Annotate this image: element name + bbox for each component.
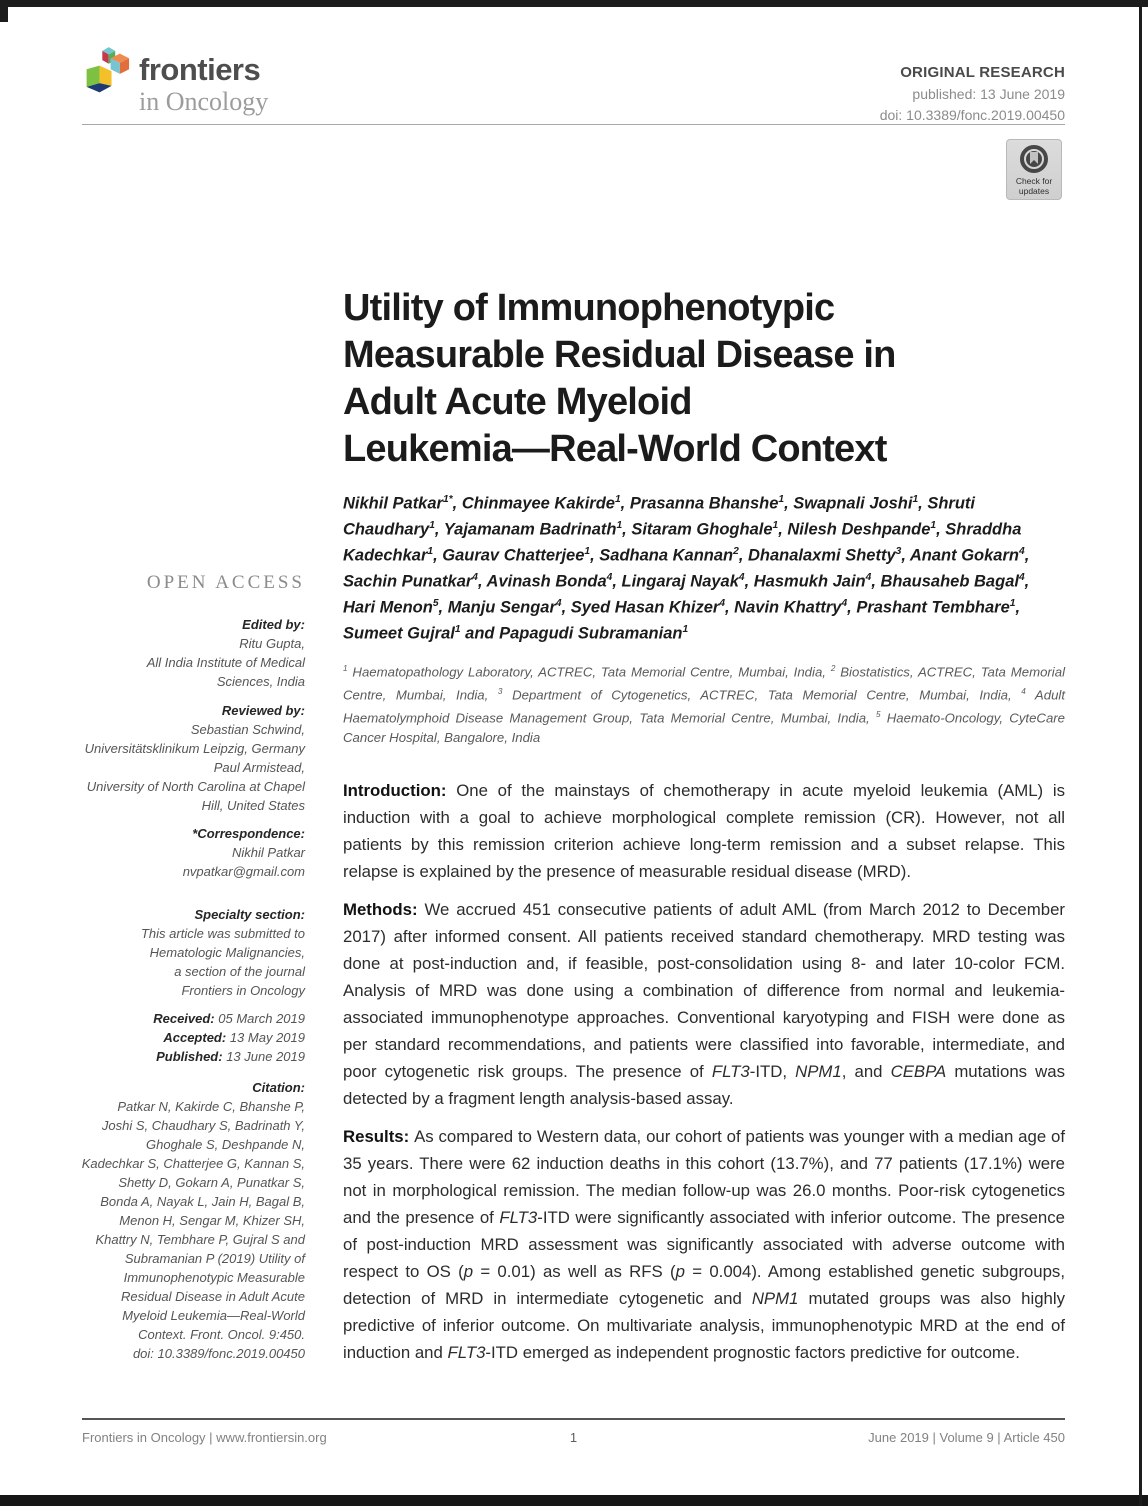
edited-by-section	[78, 615, 305, 691]
scan-frame-left-corner	[0, 0, 8, 22]
footer-website-link[interactable]: www.frontiersin.org	[216, 1430, 327, 1445]
scan-frame-right	[1139, 0, 1142, 1506]
abstract-methods	[343, 896, 1065, 1112]
correspondence-label: *Correspondence:	[192, 826, 305, 841]
received-label: Received:	[153, 1011, 215, 1026]
journal-name-in-oncology: in Oncology	[139, 87, 269, 116]
accepted-date	[78, 1028, 305, 1047]
footer-journal-name: Frontiers in Oncology	[82, 1430, 206, 1445]
doi-link[interactable]: doi: 10.3389/fonc.2019.00450	[879, 107, 1065, 123]
history-dates-section	[78, 1009, 305, 1066]
accepted-label: Accepted:	[163, 1030, 227, 1045]
header-divider	[82, 124, 1065, 125]
check-badge-text-line2: updates	[1018, 186, 1050, 197]
abstract-introduction	[343, 777, 1065, 885]
crossmark-icon	[1019, 144, 1049, 174]
correspondence-section	[78, 824, 305, 881]
reviewed-by-label: Reviewed by:	[221, 703, 305, 718]
correspondence-email-link[interactable]: nvpatkar@gmail.com	[182, 864, 305, 879]
published-value: 13 June 2019	[226, 1049, 305, 1064]
footer-separator: |	[205, 1430, 217, 1445]
footer-issue-info: June 2019 | Volume 9 | Article 450	[868, 1430, 1065, 1445]
metadata-sidebar	[78, 572, 305, 1363]
affiliation-list: $^1$ Haematopathology Laboratory, ACTREC, Tata Memorial Centre, Mumbai, India, $^2$ Biostatistics, ACTREC, Tata Memorial Centre, Mumbai, India, $^3$ Department of Cytogenetics, ACTREC, Tata Memorial Centre, Mumbai, India, $^4$ Adult Haematolymphoid Disease Management Group, Tata Memorial Centre, Mumbai, India, $^5$ Haemato-Oncology, CyteCare Cancer Hospital, Bangalore, India	[343, 664, 1065, 745]
specialty-section-text: This article was submitted to Hematologic Malignancies, a section of the journal Frontiers in Oncology	[140, 926, 305, 998]
header-publication-info	[880, 64, 1065, 123]
edited-by-names: Ritu Gupta, All India Institute of Medical Sciences, India	[146, 636, 305, 689]
abstract-results	[343, 1123, 1065, 1366]
scan-frame-top	[0, 0, 1148, 7]
frontiers-logo	[82, 44, 268, 117]
citation-text: Patkar N, Kakirde C, Bhanshe P, Joshi S, Chaudhary S, Badrinath Y, Ghoghale S, Deshpande N, Kadechkar S, Chatterjee G, Kannan S, Shetty D, Gokarn A, Punatkar S, Bonda A, Nayak L, Jain H, Bagal B, Menon H, Sengar M, Khizer SH, Khattry N, Tembhare P, Gujral S and Subramanian P (2019) Utility of Immunophenotypic Measurable Residual Disease in Adult Acute Myeloid Leukemia—Real-World Context. Front. Oncol. 9:450. doi: 10.3389/fonc.2019.00450	[81, 1099, 305, 1361]
abstract-methods-label: Methods:	[343, 900, 425, 920]
citation-section	[78, 1078, 305, 1363]
reviewed-by-names: Sebastian Schwind, Universitätsklinikum Leipzig, Germany Paul Armistead, University of North Carolina at Chapel Hill, United States	[84, 722, 305, 813]
edited-by-label: Edited by:	[242, 617, 305, 632]
check-for-updates-badge[interactable]	[1006, 139, 1062, 200]
scan-frame-bottom	[0, 1495, 1148, 1506]
abstract-introduction-label: Introduction:	[343, 781, 457, 801]
abstract-results-text: As compared to Western data, our cohort of patients was younger with a median age of 35 years. There were 62 induction deaths in this cohort (13.7%), and 77 patients (17.1%) were not in morphological remission. The median follow-up was 26.0 months. Poor-risk cytogenetics and the presence of FLT3-ITD were significantly associated with inferior outcome. The presence of post-induction MRD assessment was significantly associated with adverse outcome with respect to OS (p = 0.01) as well as RFS (p = 0.004). Among established genetic subgroups, detection of MRD in intermediate cytogenetic and NPM1 mutated groups was also highly predictive of inferior outcome. On multivariate analysis, immunophenotypic MRD at the end of induction and FLT3-ITD emerged as independent prognostic factors predictive for outcome.	[343, 1127, 1066, 1363]
page-number: 1	[569, 1430, 578, 1445]
abstract-results-label: Results:	[343, 1127, 415, 1147]
published-label: Published:	[156, 1049, 223, 1064]
published-date-row	[78, 1047, 305, 1066]
correspondence-name: Nikhil Patkar	[232, 845, 305, 860]
article-title: Utility of Immunophenotypic Measurable Residual Disease in Adult Acute Myeloid Leukemia—Real-World Context	[343, 287, 896, 470]
abstract-introduction-text: One of the mainstays of chemotherapy in acute myeloid leukemia (AML) is induction with a goal to achieve morphological complete remission (CR). However, not all patients by this remission criterion achieve long-term remission and a subset relapse. This relapse is explained by the presence of measurable residual disease (MRD).	[343, 781, 1065, 882]
received-date	[78, 1009, 305, 1028]
article-type-label: ORIGINAL RESEARCH	[900, 64, 1065, 81]
journal-name	[139, 44, 268, 117]
article-main-column	[343, 285, 1065, 1377]
reviewed-by-section	[78, 701, 305, 815]
published-date: published: 13 June 2019	[912, 86, 1065, 102]
journal-name-frontiers: frontiers	[139, 52, 261, 87]
received-value: 05 March 2019	[218, 1011, 305, 1026]
footer-divider	[82, 1418, 1065, 1420]
specialty-section-label: Specialty section:	[194, 907, 305, 922]
author-list: Nikhil Patkar$^{1*}$, Chinmayee Kakirde$^1$, Prasanna Bhanshe$^1$, Swapnali Joshi$^1$, Shruti Chaudhary$^1$, Yajamanam Badrinath$^1$, Sitaram Ghoghale$^1$, Nilesh Deshpande$^1$, Shraddha Kadechkar$^1$, Gaurav Chatterjee$^1$, Sadhana Kannan$^2$, Dhanalaxmi Shetty$^3$, Anant Gokarn$^4$, Sachin Punatkar$^4$, Avinash Bonda$^4$, Lingaraj Nayak$^4$, Hasmukh Jain$^4$, Bhausaheb Bagal$^4$, Hari Menon$^5$, Manju Sengar$^4$, Syed Hasan Khizer$^4$, Navin Khattry$^4$, Prashant Tembhare$^1$, Sumeet Gujral$^1$ and Papagudi Subramanian$^1$	[343, 494, 1030, 643]
check-badge-text-line1: Check for	[1015, 176, 1053, 186]
open-access-label: OPEN ACCESS	[146, 572, 305, 593]
citation-label: Citation:	[252, 1080, 305, 1095]
abstract-methods-text: We accrued 451 consecutive patients of adult AML (from March 2012 to December 2017) after informed consent. All patients received standard chemotherapy. MRD testing was done at post-induction and, if feasible, post-consolidation using 8- and later 10-color FCM. Analysis of MRD was done using a combination of difference from normal and leukemia-associated immunophenotype approaches. Conventional karyotyping and FISH were done as per standard recommendations, and patients were classified into favorable, intermediate, and poor cytogenetic risk groups. The presence of FLT3-ITD, NPM1, and CEBPA mutations was detected by a fragment length analysis-based assay.	[343, 900, 1066, 1109]
accepted-value: 13 May 2019	[229, 1030, 305, 1045]
specialty-section	[78, 905, 305, 1000]
frontiers-logo-cubes-icon	[82, 44, 130, 102]
